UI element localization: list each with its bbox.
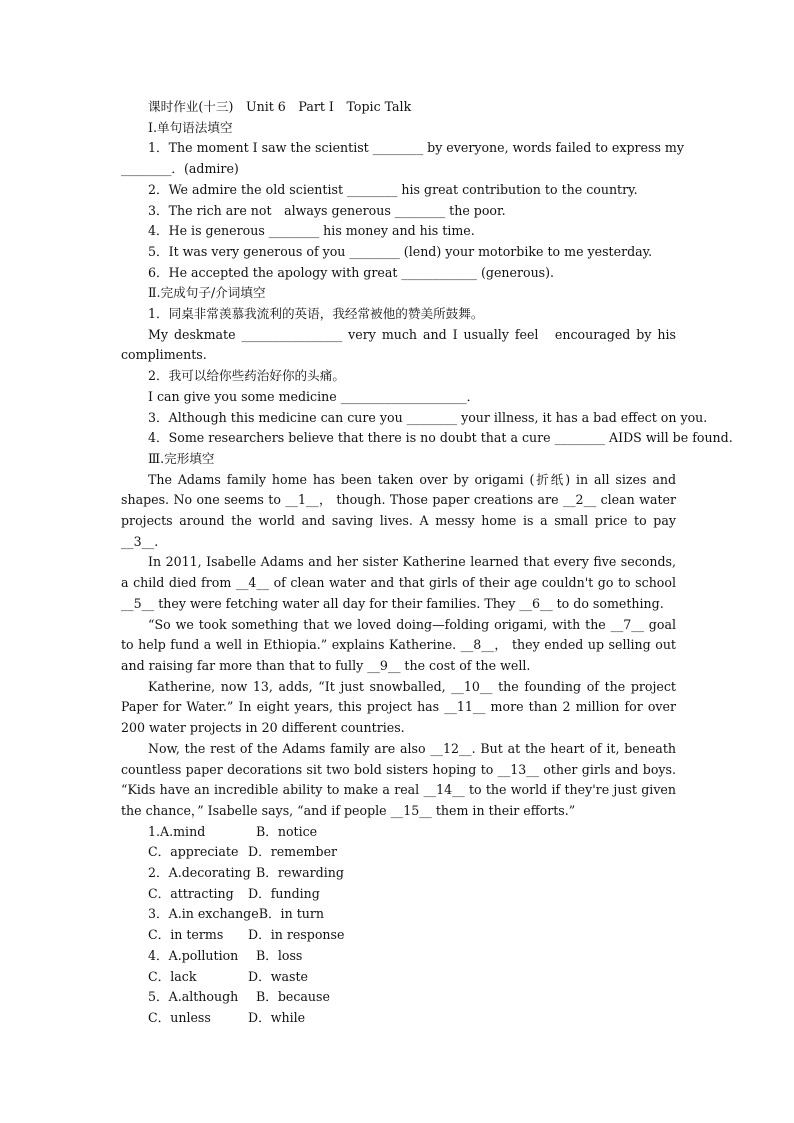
- exercise-item: 1．同桌非常羡慕我流利的英语，我经常被他的赞美所鼓舞。: [148, 306, 484, 322]
- cloze-paragraph: “So we took something that we loved doing—folding origami, with the __7__ goal to help fund a well in Ethiopia.” explains Katherine. __8__， they ended up selling out and raising far more than that to fully __9__ the cost of the well.: [121, 616, 676, 673]
- option-b: D．while: [248, 1009, 306, 1025]
- option-row: [121, 946, 676, 967]
- option-a: 1.A.mind: [148, 823, 206, 839]
- option-b: D．funding: [248, 885, 320, 901]
- option-a: C．in terms: [148, 927, 224, 943]
- option-a: C．appreciate: [148, 844, 239, 860]
- option-row: [121, 925, 676, 946]
- option-a: 5．A.although: [148, 989, 239, 1005]
- option-a: 3．A.in exchange: [148, 906, 259, 922]
- document-page: [121, 97, 733, 1029]
- option-row: [121, 967, 676, 988]
- option-row: [121, 842, 676, 863]
- exercise-item: 3．The rich are not always generous ________ the poor.: [148, 202, 506, 218]
- option-a: C．unless: [148, 1009, 211, 1025]
- exercise-item: 3．Although this medicine can cure you ________ your illness, it has a bad effect on you.: [148, 409, 708, 425]
- page-title: 课时作业(十三) Unit 6 Part Ⅰ Topic Talk: [148, 99, 412, 114]
- option-row: [121, 822, 676, 843]
- option-row: [121, 863, 676, 884]
- exercise-item: My deskmate ________________ very much and I usually feel encouraged by his: [148, 326, 676, 342]
- exercise-item: ________．(admire): [121, 161, 239, 177]
- cloze-paragraph: In 2011, Isabelle Adams and her sister Katherine learned that every five seconds, a child died from __4__ of clean water and that girls of their age couldn't go to school __5__ they were fetching water all day for their families. They __6__ to do something.: [121, 554, 676, 611]
- option-b: B．because: [256, 989, 330, 1005]
- option-row: [121, 904, 676, 925]
- exercise-item: I can give you some medicine ____________________．: [148, 388, 480, 404]
- option-b: B．loss: [256, 947, 303, 963]
- option-row: [121, 884, 676, 905]
- exercise-item: 2．We admire the old scientist ________ his great contribution to the country.: [148, 181, 638, 197]
- cloze-paragraph: Katherine, now 13, adds, “It just snowballed, __10__ the founding of the project Paper for Water.” In eight years, this project has __11__ more than 2 million for over 200 water projects in 20 different countries.: [121, 678, 676, 736]
- section-heading: Ⅰ.单句语法填空: [148, 119, 233, 135]
- option-b: D．waste: [248, 968, 308, 984]
- exercise-item: 6．He accepted the apology with great ____________ (generous).: [148, 264, 555, 280]
- section-heading: Ⅱ.完成句子/介词填空: [148, 285, 266, 301]
- option-b: D．in response: [248, 927, 345, 943]
- option-b: B．in turn: [258, 906, 324, 922]
- exercise-item: compliments.: [121, 347, 207, 363]
- option-b: D．remember: [248, 844, 338, 860]
- option-a: C．attracting: [148, 885, 234, 901]
- answer-options: [121, 822, 676, 1029]
- option-b: B．rewarding: [256, 865, 344, 881]
- section-heading: Ⅲ.完形填空: [148, 450, 215, 466]
- exercise-item: 1．The moment I saw the scientist ________ by everyone, words failed to express my: [148, 140, 684, 156]
- cloze-paragraph: Now, the rest of the Adams family are also __12__. But at the heart of it, beneath countless paper decorations sit two bold sisters hoping to __13__ other girls and boys. “Kids have an incredible ability to make a real __14__ to the world if they're just given the chance，” Isabelle says, “and if people __15__ them in their efforts.”: [121, 740, 676, 818]
- option-b: B．notice: [256, 823, 318, 839]
- exercise-item: 4．Some researchers believe that there is no doubt that a cure ________ AIDS will be found.: [148, 430, 733, 446]
- option-a: 4．A.pollution: [148, 947, 239, 963]
- exercise-item: 5．It was very generous of you ________ (lend) your motorbike to me yesterday.: [148, 243, 653, 259]
- cloze-paragraph: The Adams family home has been taken over by origami (折纸) in all sizes and shapes. No one seems to __1__， though. Those paper creations are __2__ clean water projects around the world and saving lives. A messy home is a small price to pay __3__.: [121, 471, 676, 549]
- option-a: 2．A.decorating: [148, 865, 251, 881]
- option-row: [121, 1008, 676, 1029]
- option-a: C．lack: [148, 968, 197, 984]
- exercise-item: 4．He is generous ________ his money and his time.: [148, 223, 475, 239]
- option-row: [121, 987, 676, 1008]
- exercise-item: 2．我可以给你些药治好你的头痛。: [148, 368, 345, 384]
